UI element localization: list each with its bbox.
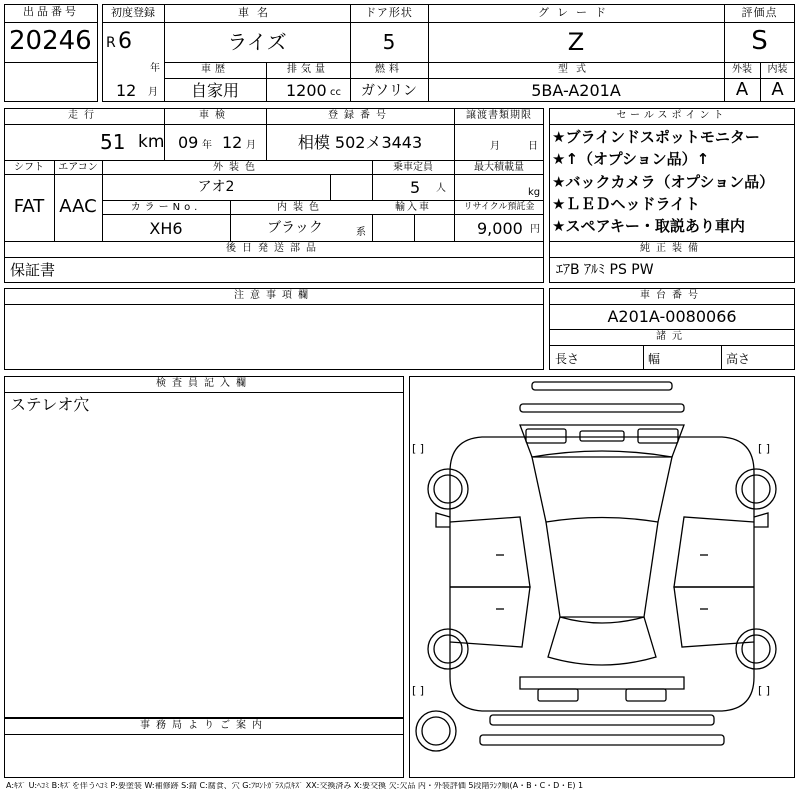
height-label: 高さ <box>726 352 751 366</box>
later-parts-label: 後日発送部品 <box>226 243 322 254</box>
shift-label: シフト <box>14 162 44 173</box>
transfer-label: 譲渡書類期限 <box>466 110 532 121</box>
model-value: 5BA-A201A <box>531 81 621 100</box>
transfer-day-unit: 日 <box>528 141 538 152</box>
load-label: 最大積載量 <box>474 162 524 173</box>
interior-value: A <box>771 79 784 100</box>
color-no-value: XH6 <box>149 219 183 238</box>
color-value: アオ2 <box>197 179 235 195</box>
recycle-unit: 円 <box>530 224 540 235</box>
exterior-label: 外装 <box>732 64 752 75</box>
history-value: 自家用 <box>190 81 239 100</box>
capacity-unit: 人 <box>436 183 446 194</box>
sales-point-item: ★バックカメラ（オプション品） <box>552 173 775 191</box>
length-label: 長さ <box>555 352 580 366</box>
equipment-value: ｴｱB ｱﾙﾐ PS PW <box>556 262 654 278</box>
load-unit: kg <box>528 187 541 198</box>
door-value: 5 <box>382 30 396 54</box>
door-label: ドア形状 <box>365 6 413 19</box>
lot-number: 20246 <box>9 26 92 56</box>
capacity-label: 乗車定員 <box>393 162 433 173</box>
recycle-label: リサイクル預託金 <box>463 202 535 212</box>
sales-point-item: ★スペアキー・取説あり車内 <box>552 217 745 235</box>
int-color-label: 内装色 <box>277 202 325 213</box>
car-name: ライズ <box>227 30 287 54</box>
color-no-label: カラーNo. <box>130 202 202 213</box>
interior-label: 内装 <box>767 64 788 75</box>
displacement-value: 1200 <box>286 81 327 100</box>
bracket-mark: [ ] <box>758 442 771 455</box>
score-value: S <box>751 26 768 56</box>
inspector-text: ステレオ穴 <box>10 395 90 414</box>
color-label: 外装色 <box>213 162 261 173</box>
first-reg-label: 初度登録 <box>111 6 155 19</box>
dims-label: 諸元 <box>656 331 688 342</box>
chassis-value: A201A-0080066 <box>607 307 737 326</box>
ac-value: AAC <box>59 196 97 217</box>
lot-label: 出品番号 <box>23 5 79 18</box>
bracket-mark: [ ] <box>758 684 771 697</box>
car-name-label: 車名 <box>238 6 276 19</box>
first-reg-year-unit: 年 <box>150 63 160 74</box>
chassis-label: 車台番号 <box>640 290 704 301</box>
int-color-unit: 系 <box>356 227 366 238</box>
int-color-value: ブラック <box>267 220 323 236</box>
office-label: 事務局よりご案内 <box>140 720 268 731</box>
first-reg-year: 6 <box>118 29 132 54</box>
car-diagram <box>410 377 794 777</box>
first-reg-month-unit: 月 <box>148 87 158 98</box>
ac-label: エアコン <box>58 162 98 173</box>
sales-point-item: ★ＬＥＤヘッドライト <box>552 195 700 213</box>
exterior-value: A <box>735 79 749 100</box>
displacement-label: 排気量 <box>287 64 329 75</box>
sales-point-item: ★ブラインドスポットモニター <box>552 128 760 146</box>
history-label: 車歴 <box>201 64 229 75</box>
grade-value: Z <box>567 28 585 56</box>
bracket-mark: [ ] <box>412 684 425 697</box>
era-letter: R <box>106 35 116 51</box>
fuel-label: 燃料 <box>375 64 403 75</box>
car-diagram-box <box>409 376 795 778</box>
mileage-unit: km <box>138 132 165 152</box>
bracket-mark: [ ] <box>412 442 425 455</box>
inspection-month: 12 <box>222 133 243 152</box>
score-label: 評価点 <box>741 6 778 19</box>
capacity-value: 5 <box>410 178 421 197</box>
inspection-year: 09 <box>178 133 199 152</box>
transfer-month-unit: 月 <box>490 141 500 152</box>
sales-points-label: セールスポイント <box>616 110 728 121</box>
sales-point-item: ★↑（オプション品）↑ <box>552 150 710 168</box>
fuel-value: ガソリン <box>361 83 417 99</box>
equipment-label: 純正装備 <box>640 243 704 254</box>
mileage-value: 51 <box>100 130 126 154</box>
inspection-year-unit: 年 <box>202 140 212 151</box>
inspection-month-unit: 月 <box>246 140 256 151</box>
notes-label: 注意事項欄 <box>234 290 314 301</box>
model-label: 型式 <box>558 64 594 75</box>
inspector-box <box>4 376 404 718</box>
displacement-unit: cc <box>330 87 341 98</box>
plate-label: 登録番号 <box>328 110 392 121</box>
first-reg-month: 12 <box>116 81 137 100</box>
later-parts-value: 保証書 <box>10 261 56 279</box>
width-label: 幅 <box>648 352 661 366</box>
legend-text: A:ｷｽﾞ U:ﾍｺﾐ B:ｷｽﾞを伴うﾍｺﾐ P:要塗装 W:補修跡 S:錆 C:腐食、穴 G:ﾌﾛﾝﾄｶﾞﾗｽ点ｷｽﾞ XX:交換済み X:要交換 欠:欠品 内・外装評価 5段階ﾗﾝｸ順(A・B・C・D・E) 1 <box>6 782 584 790</box>
mileage-label: 走行 <box>68 110 100 121</box>
recycle-value: 9,000 <box>477 219 523 238</box>
shift-value: FAT <box>13 196 45 217</box>
plate-value: 相模 502メ3443 <box>297 133 423 152</box>
grade-label: グレード <box>538 6 614 19</box>
import-label: 輸入車 <box>395 202 431 213</box>
inspection-label: 車検 <box>199 110 231 121</box>
inspector-label: 検査員記入欄 <box>156 378 252 389</box>
